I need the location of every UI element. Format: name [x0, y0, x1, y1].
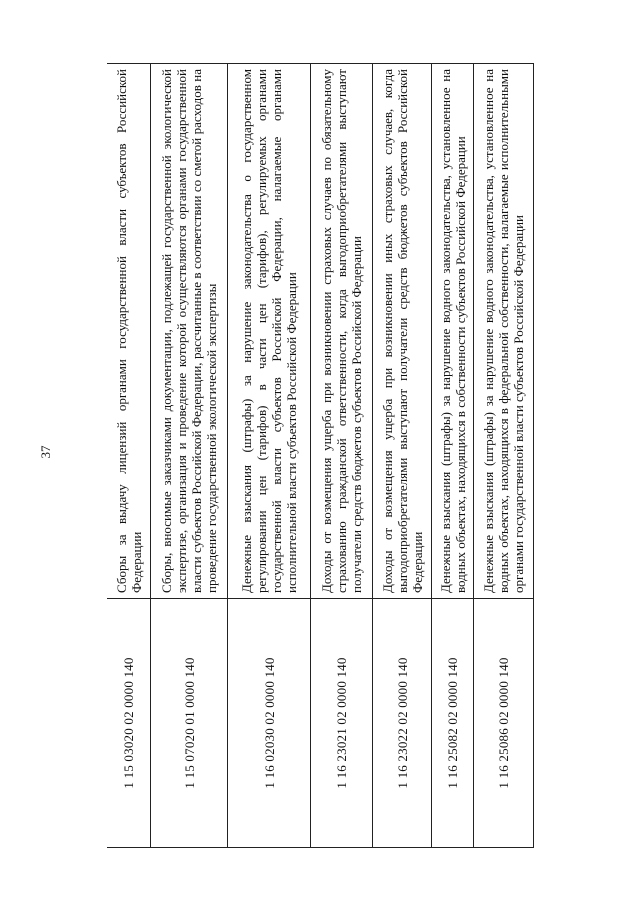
rotated-page-content — [107, 63, 529, 848]
budget-code-cell: 1 15 03020 02 0000 140 — [107, 599, 151, 848]
budget-code-cell: 1 16 23022 02 0000 140 — [373, 599, 432, 848]
budget-code-cell: 1 15 07020 01 0000 140 — [151, 599, 228, 848]
table-row — [151, 64, 228, 848]
table-row — [432, 64, 474, 848]
budget-code-cell: 1 16 25082 02 0000 140 — [432, 599, 474, 848]
table-row — [474, 64, 534, 848]
description-cell: Денежные взыскания (штрафы) за нарушение водного законодательства, установленное на водных объектах, находящихся в федеральной собственности, налагаемые исполнительными органами государственной власти субъектов Российской Федерации — [474, 64, 534, 599]
budget-code-cell: 1 16 02030 02 0000 140 — [228, 599, 311, 848]
table-row — [107, 64, 151, 848]
description-cell: Сборы за выдачу лицензий органами государственной власти субъектов Российской Федерации — [107, 64, 151, 599]
description-cell: Денежные взыскания (штрафы) за нарушение водного законодательства, установленное на водных объектах, находящихся в собственности субъектов Российской Федерации — [432, 64, 474, 599]
budget-code-cell: 1 16 23021 02 0000 140 — [311, 599, 373, 848]
table-row — [228, 64, 311, 848]
page-number: 37 — [38, 445, 53, 459]
description-cell: Денежные взыскания (штрафы) за нарушение законодательства о государственном регулировании цен (тарифов) в части цен (тарифов), регулируемых органами государственной власти субъектов Российской Федерации, налагаемые органами исполнительной власти субъектов Российской Федерации — [228, 64, 311, 599]
budget-code-cell: 1 16 25086 02 0000 140 — [474, 599, 534, 848]
description-cell: Сборы, вносимые заказчиками документации, подлежащей государственной экологической экспертизе, организация и проведение которой осуществляются органами государственной власти субъектов Российской Федерации, рассчитанные в соответствии со сметой расходов на проведение государственной экологической экспертизы — [151, 64, 228, 599]
description-cell: Доходы от возмещения ущерба при возникновении страховых случаев по обязательному страхованию гражданской ответственности, когда выгодоприобретателями выступают получатели средств бюджетов субъектов Российской Федерации — [311, 64, 373, 599]
table-row — [311, 64, 373, 848]
revenue-codes-table — [107, 63, 534, 848]
table-row — [373, 64, 432, 848]
description-cell: Доходы от возмещения ущерба при возникновении иных страховых случаев, когда выгодоприобретателями выступают получатели средств бюджетов субъектов Российской Федерации — [373, 64, 432, 599]
